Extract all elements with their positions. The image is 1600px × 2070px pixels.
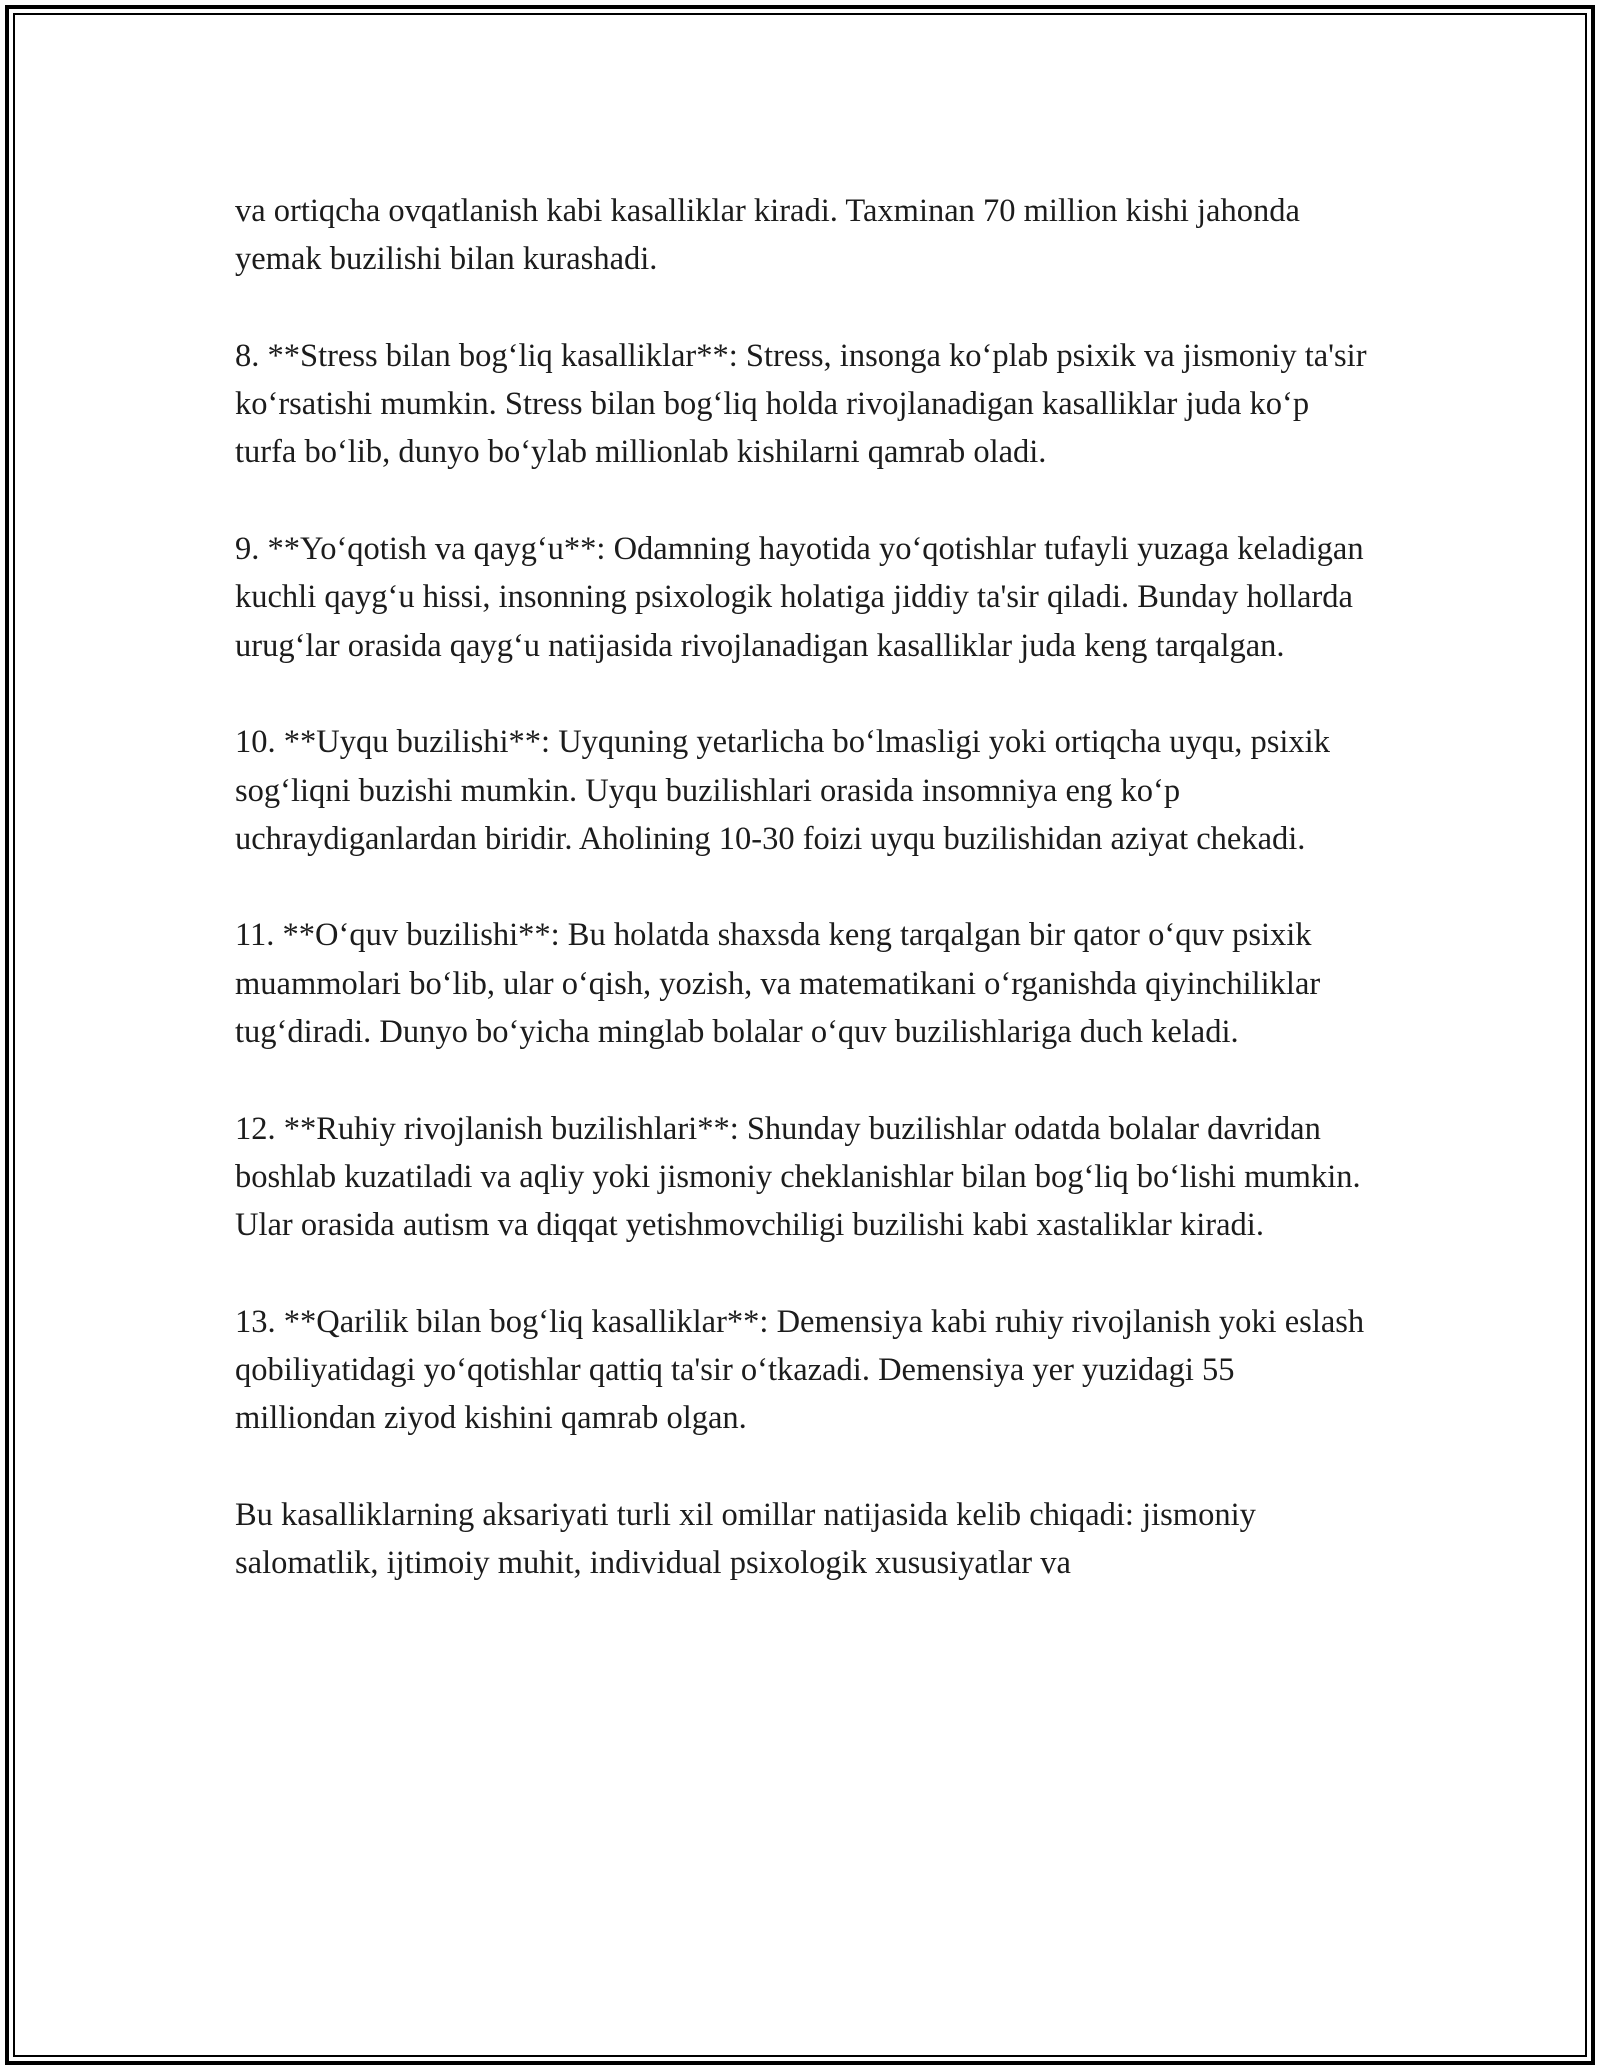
- paragraph-sleep-disorders: 10. **Uyqu buzilishi**: Uyquning yetarlicha bo‘lmasligi yoki ortiqcha uyqu, psixik sog‘liqni buzishi mumkin. Uyqu buzilishlari orasida insomniya eng ko‘p uchraydiganlardan biridir. Aholining 10-30 foizi uyqu buzilishidan aziyat chekadi.: [235, 724, 1330, 857]
- paragraph-developmental-disorders: 12. **Ruhiy rivojlanish buzilishlari**: Shunday buzilishlar odatda bolalar davridan boshlab kuzatiladi va aqliy yoki jismoniy cheklanishlar bilan bog‘liq bo‘lishi mumkin. Ular orasida autism va diqqat yetishmovchiligi buzilishi kabi xastaliklar kiradi.: [235, 1110, 1361, 1244]
- paragraph-loss-and-grief: 9. **Yo‘qotish va qayg‘u**: Odamning hayotida yo‘qotishlar tufayli yuzaga keladigan kuchli qayg‘u hissi, insonning psixologik holatiga jiddiy ta'sir qiladi. Bunday hollarda urug‘lar orasida qayg‘u natijasida rivojlanadigan kasalliklar juda keng tarqalgan.: [235, 531, 1364, 664]
- paragraph-eating-disorders-continued: va ortiqcha ovqatlanish kabi kasalliklar kiradi. Taxminan 70 million kishi jahonda yemak buzilishi bilan kurashadi.: [235, 193, 1300, 278]
- document-body: [235, 187, 1375, 1588]
- paragraph-conclusion: Bu kasalliklarning aksariyati turli xil omillar natijasida kelib chiqadi: jismoniy salomatlik, ijtimoiy muhit, individual psixologik xususiyatlar va: [235, 1497, 1256, 1582]
- paragraph-age-related-disorders: 13. **Qarilik bilan bog‘liq kasalliklar**: Demensiya kabi ruhiy rivojlanish yoki eslash qobiliyatidagi yo‘qotishlar qattiq ta'sir o‘tkazadi. Demensiya yer yuzidagi 55 milliondan ziyod kishini qamrab olgan.: [235, 1303, 1365, 1437]
- paragraph-stress-related-disorders: 8. **Stress bilan bog‘liq kasalliklar**: Stress, insonga ko‘plab psixik va jismoniy ta'sir ko‘rsatishi mumkin. Stress bilan bog‘liq holda rivojlanadigan kasalliklar juda ko‘p turfa bo‘lib, dunyo bo‘ylab millionlab kishilarni qamrab oladi.: [235, 337, 1367, 471]
- paragraph-learning-disorders: 11. **O‘quv buzilishi**: Bu holatda shaxsda keng tarqalgan bir qator o‘quv psixik muammolari bo‘lib, ular o‘qish, yozish, va matematikani o‘rganishda qiyinchiliklar tug‘diradi. Dunyo bo‘yicha minglab bolalar o‘quv buzilishlariga duch keladi.: [235, 917, 1321, 1051]
